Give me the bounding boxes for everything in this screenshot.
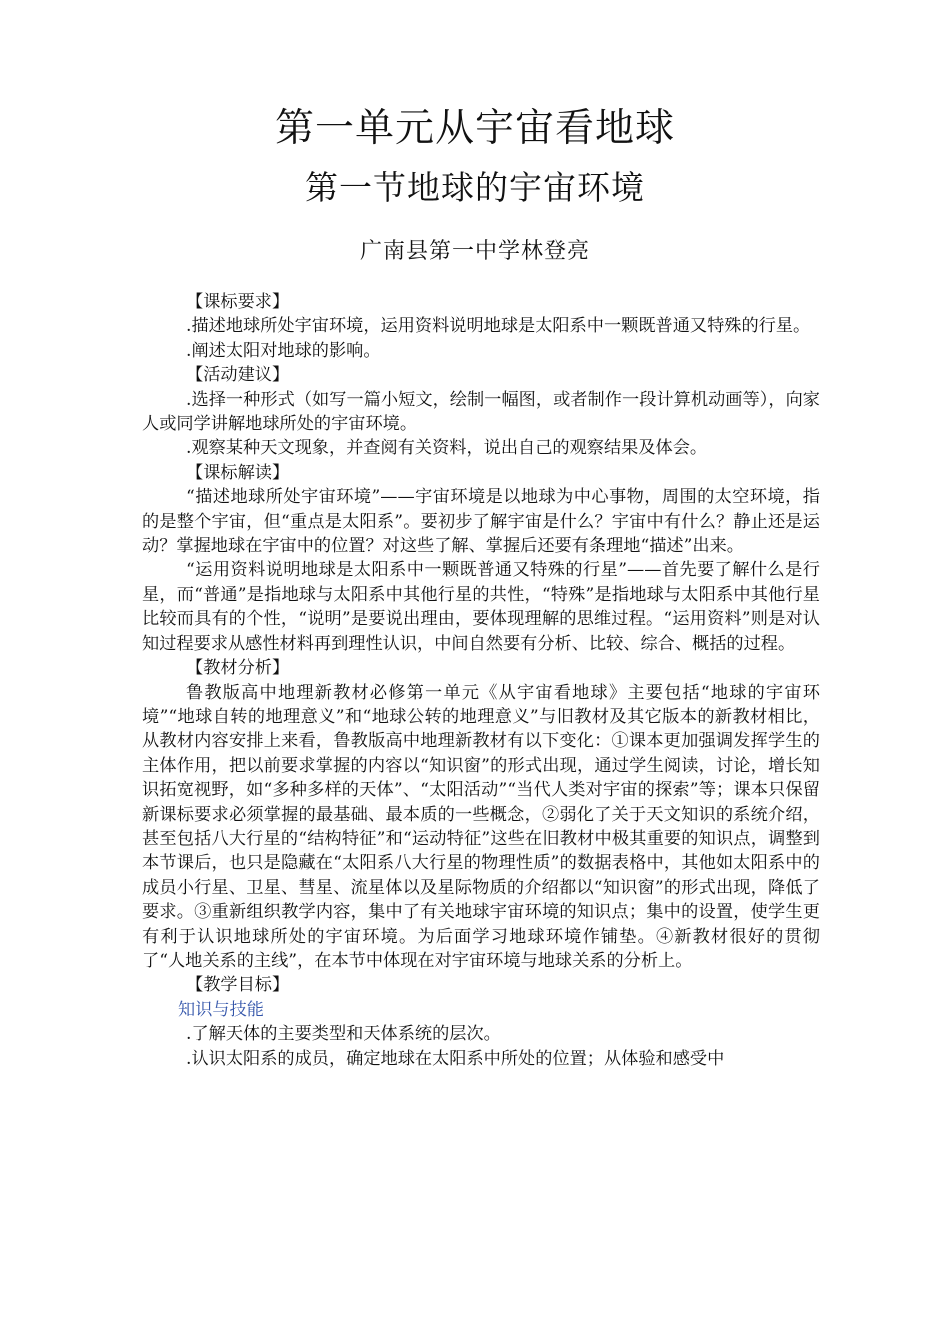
heading-huodong-jianyi: 【活动建议】 xyxy=(186,365,290,386)
heading-jiaoxue-mubiao: 【教学目标】 xyxy=(186,975,290,996)
paragraph: “运用资料说明地球是太阳系中一颗既普通又特殊的行星”——首先要了解什么是行星，而“普通”是指地球与太阳系中其他行星的共性，“特殊”是指地球与太阳系中其他行星比较而具有的个性，“说明”是要说出理由，要体现理解的思维过程。“运用资料”则是对认知过程要求从感性材料再到理性认识，中间自然要有分析、比较、综合、概括的过程。 xyxy=(142,560,820,654)
section-title: 第一节地球的宇宙环境 xyxy=(305,168,645,207)
paragraph: “描述地球所处宇宙环境”——宇宙环境是以地球为中心事物，周围的太空环境，指的是整个宇宙，但“重点是太阳系”。要初步了解宇宙是什么？宇宙中有什么？静止还是运动？掌握地球在宇宙中的位置？对这些了解、掌握后还要有条理地“描述”出来。 xyxy=(142,487,820,557)
paragraph: .选择一种形式（如写一篇小短文，绘制一幅图，或者制作一段计算机动画等），向家人或同学讲解地球所处的宇宙环境。 xyxy=(142,389,820,435)
author-line: 广南县第一中学林登亮 xyxy=(359,239,590,264)
subheading-knowledge-skills: 知识与技能 xyxy=(178,999,264,1020)
page-title: 第一单元从宇宙看地球 xyxy=(274,106,675,151)
heading-kebiao-yaoqiu: 【课标要求】 xyxy=(186,292,290,312)
heading-jiaocai-fenxi: 【教材分析】 xyxy=(186,658,290,679)
heading-kebiao-jiedu: 【课标解读】 xyxy=(186,462,290,483)
paragraph: 鲁教版高中地理新教材必修第一单元《从宇宙看地球》主要包括“地球的宇宙环境”“地球自转的地理意义”和“地球公转的地理意义”与旧教材及其它版本的新教材相比，从教材内容安排上来看，鲁教版高中地理新教材有以下变化：①课本更加强调发挥学生的主体作用，把以前要求掌握的内容以“知识窗”的形式出现，通过学生阅读，讨论，增长知识拓宽视野，如“多种多样的天体”、“太阳活动”“当代人类对宇宙的探索”等；课本只保留新课标要求必须掌握的最基础、最本质的一些概念，②弱化了关于天文知识的系统介绍，甚至包括八大行星的“结构特征”和“运动特征”这些在旧教材中极其重要的知识点，调整到本节课后，也只是隐藏在“太阳系八大行星的物理性质”的数据表格中，其他如太阳系中的成员小行星、卫星、彗星、流星体以及星际物质的介绍都以“知识窗”的形式出现，降低了要求。③重新组织教学内容，集中了有关地球宇宙环境的知识点；集中的设置，使学生更有利于认识地球所处的宇宙环境。为后面学习地球环境作铺垫。④新教材很好的贯彻了“人地关系的主线”，在本节中体现在对宇宙环境与地球关系的分析上。 xyxy=(142,682,820,971)
document-body xyxy=(142,290,820,1071)
paragraph: .了解天体的主要类型和天体系统的层次。 xyxy=(186,1024,501,1045)
paragraph: .阐述太阳对地球的影响。 xyxy=(186,340,381,361)
paragraph: .描述地球所处宇宙环境，运用资料说明地球是太阳系中一颗既普通又特殊的行星。 xyxy=(186,316,811,337)
paragraph: .观察某种天文现象，并查阅有关资料，说出自己的观察结果及体会。 xyxy=(186,438,708,459)
paragraph: .认识太阳系的成员，确定地球在太阳系中所处的位置；从体验和感受中 xyxy=(186,1048,725,1069)
